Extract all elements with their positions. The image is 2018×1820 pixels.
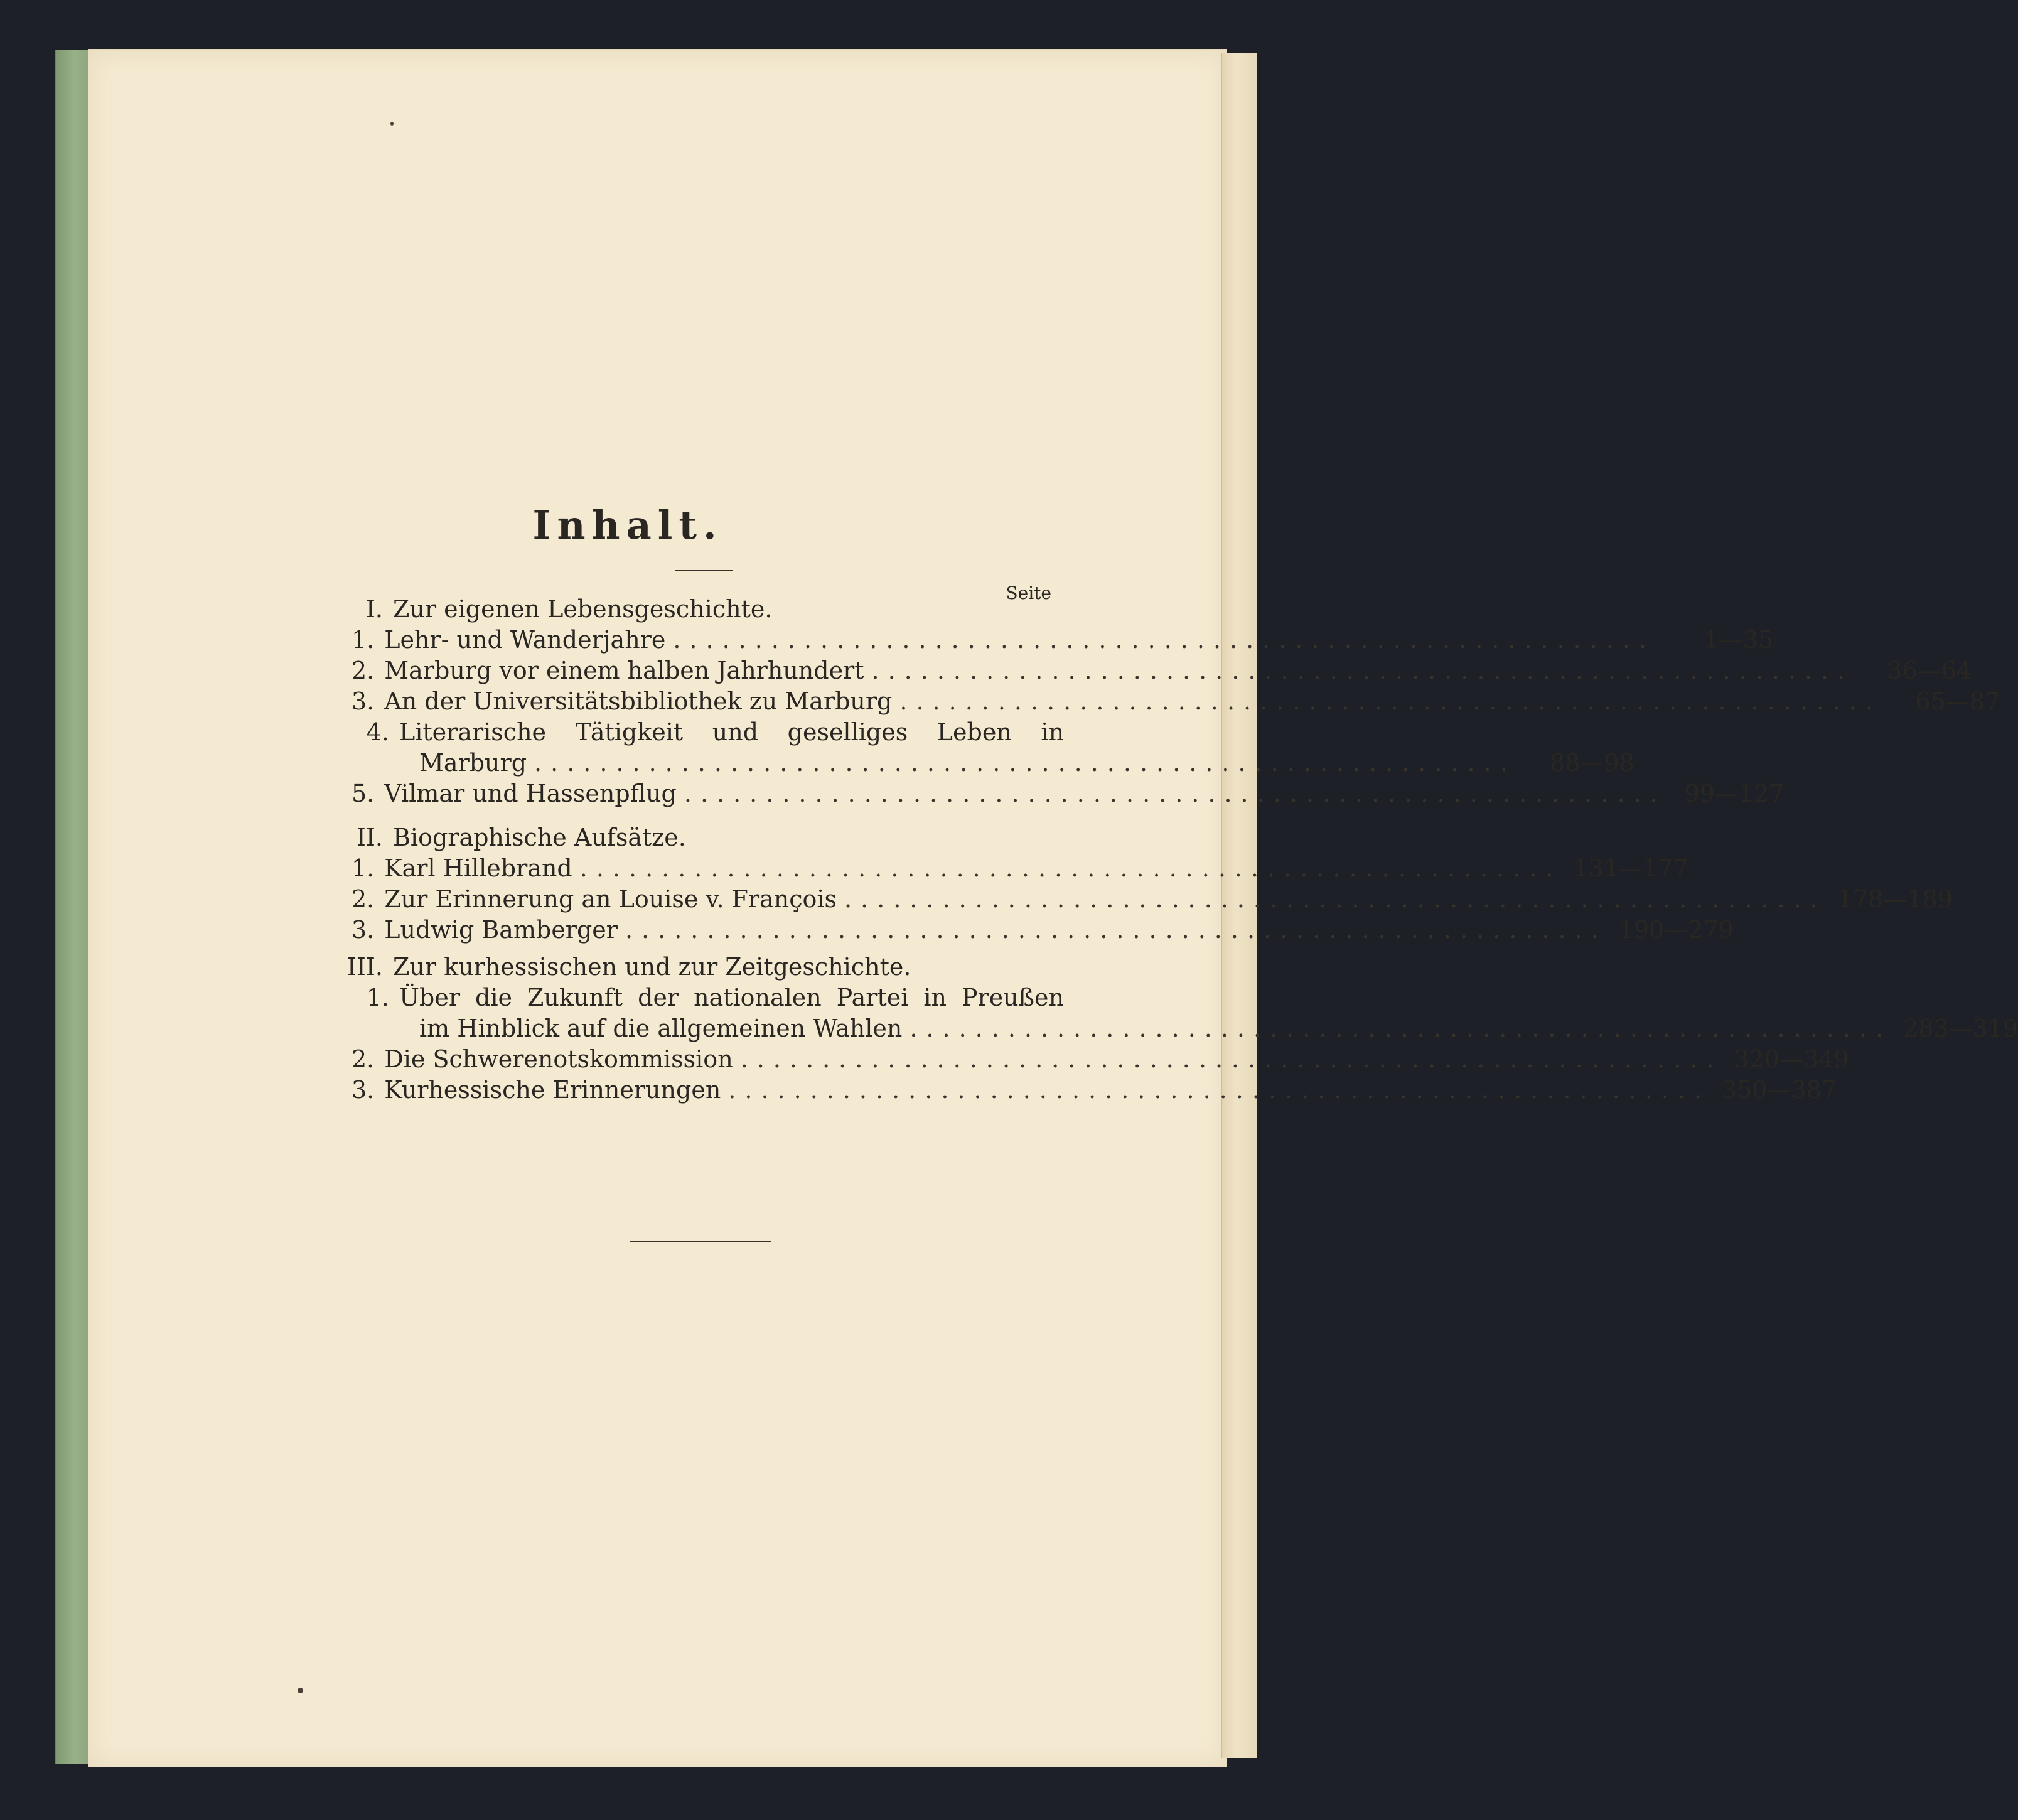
entry-title: Marburg <box>419 749 527 777</box>
entry-pages: 320—349 <box>1734 1045 1849 1073</box>
entry-number: 2. <box>352 885 375 913</box>
entry-number: 1. <box>352 854 375 882</box>
entry-number: 2. <box>352 1045 375 1073</box>
entry-pages: 131—177 <box>1573 854 1688 882</box>
end-divider <box>630 1241 771 1242</box>
entry-title: Marburg vor einem halben Jahrhundert <box>384 657 864 684</box>
toc-entry <box>352 884 1953 914</box>
leader-dots: ............................................................ <box>579 854 1562 882</box>
toc-entry <box>352 686 2000 716</box>
entry-title: Kurhessische Erinnerungen <box>384 1076 721 1104</box>
leader-dots: ............................................................ <box>871 657 1854 684</box>
toc-entry <box>352 717 1064 747</box>
entry-title: An der Universitätsbibliothek zu Marburg <box>384 687 893 715</box>
section-title: Biographische Aufsätze. <box>393 824 686 851</box>
entry-title: Die Schwerenotskommission <box>384 1045 733 1073</box>
toc-entry <box>352 1075 1837 1105</box>
entry-pages: 1—35 <box>1704 626 1774 654</box>
leader-dots: ............................................................ <box>673 626 1656 654</box>
entry-number: 1. <box>366 984 389 1011</box>
toc-entry <box>352 778 1785 809</box>
leader-dots: ............................................................ <box>740 1045 1723 1073</box>
entry-pages: 178—189 <box>1837 885 1953 913</box>
section-numeral: I. <box>365 595 383 623</box>
toc-entry <box>352 915 1734 945</box>
page-title: Inhalt. <box>532 502 723 548</box>
toc-entry <box>352 625 1774 655</box>
leader-dots: ............................................................ <box>844 885 1827 913</box>
section-title: Zur kurhessischen und zur Zeitgeschichte. <box>393 953 911 981</box>
leader-dots: ............................................................ <box>684 780 1666 807</box>
leader-dots: ............................................................ <box>899 687 1882 715</box>
section-heading <box>326 952 1064 982</box>
toc-entry <box>352 983 1064 1013</box>
toc-entry <box>352 1044 1849 1074</box>
entry-pages: 283—319 <box>1903 1015 2018 1042</box>
entry-title: Vilmar und Hassenpflug <box>384 780 677 807</box>
entry-pages: 190—279 <box>1618 916 1734 944</box>
entry-number: 3. <box>352 916 375 944</box>
entry-title: Karl Hillebrand <box>384 854 572 882</box>
section-heading <box>326 822 1064 853</box>
section-numeral: III. <box>346 953 383 981</box>
leader-dots: ............................................................ <box>910 1015 1892 1042</box>
entry-title: im Hinblick auf die allgemeinen Wahlen <box>419 1015 903 1042</box>
entry-title: Lehr- und Wanderjahre <box>384 626 666 654</box>
entry-title: Literarische Tätigkeit und geselliges Leben in <box>399 718 1064 746</box>
entry-number: 5. <box>352 780 375 807</box>
toc-entry <box>352 853 1688 883</box>
entry-number: 1. <box>352 626 375 654</box>
entry-number: 3. <box>352 687 375 715</box>
entry-number: 3. <box>352 1076 375 1104</box>
leader-dots: ............................................................ <box>625 916 1607 944</box>
toc-entry <box>419 748 1634 778</box>
entry-title: Ludwig Bamberger <box>384 916 618 944</box>
entry-number: 2. <box>352 657 375 684</box>
entry-title: Über die Zukunft der nationalen Partei in Preußen <box>399 984 1064 1011</box>
entry-pages: 88—98 <box>1550 749 1634 777</box>
entry-title: Zur Erinnerung an Louise v. François <box>384 885 837 913</box>
toc-entry <box>419 1013 2018 1043</box>
page-column-label: Seite <box>1006 583 1051 603</box>
section-numeral: II. <box>356 824 383 851</box>
entry-number: 4. <box>366 718 389 746</box>
entry-pages: 350—387 <box>1722 1076 1837 1104</box>
leader-dots: ............................................................ <box>728 1076 1711 1104</box>
entry-pages: 99—127 <box>1684 780 1785 807</box>
toc-entry <box>352 655 1972 686</box>
entry-pages: 65—87 <box>1915 687 2000 715</box>
entry-pages: 36—64 <box>1887 657 1972 684</box>
section-heading <box>326 594 1064 624</box>
leader-dots: ............................................................ <box>534 749 1516 777</box>
section-title: Zur eigenen Lebensgeschichte. <box>393 595 773 623</box>
